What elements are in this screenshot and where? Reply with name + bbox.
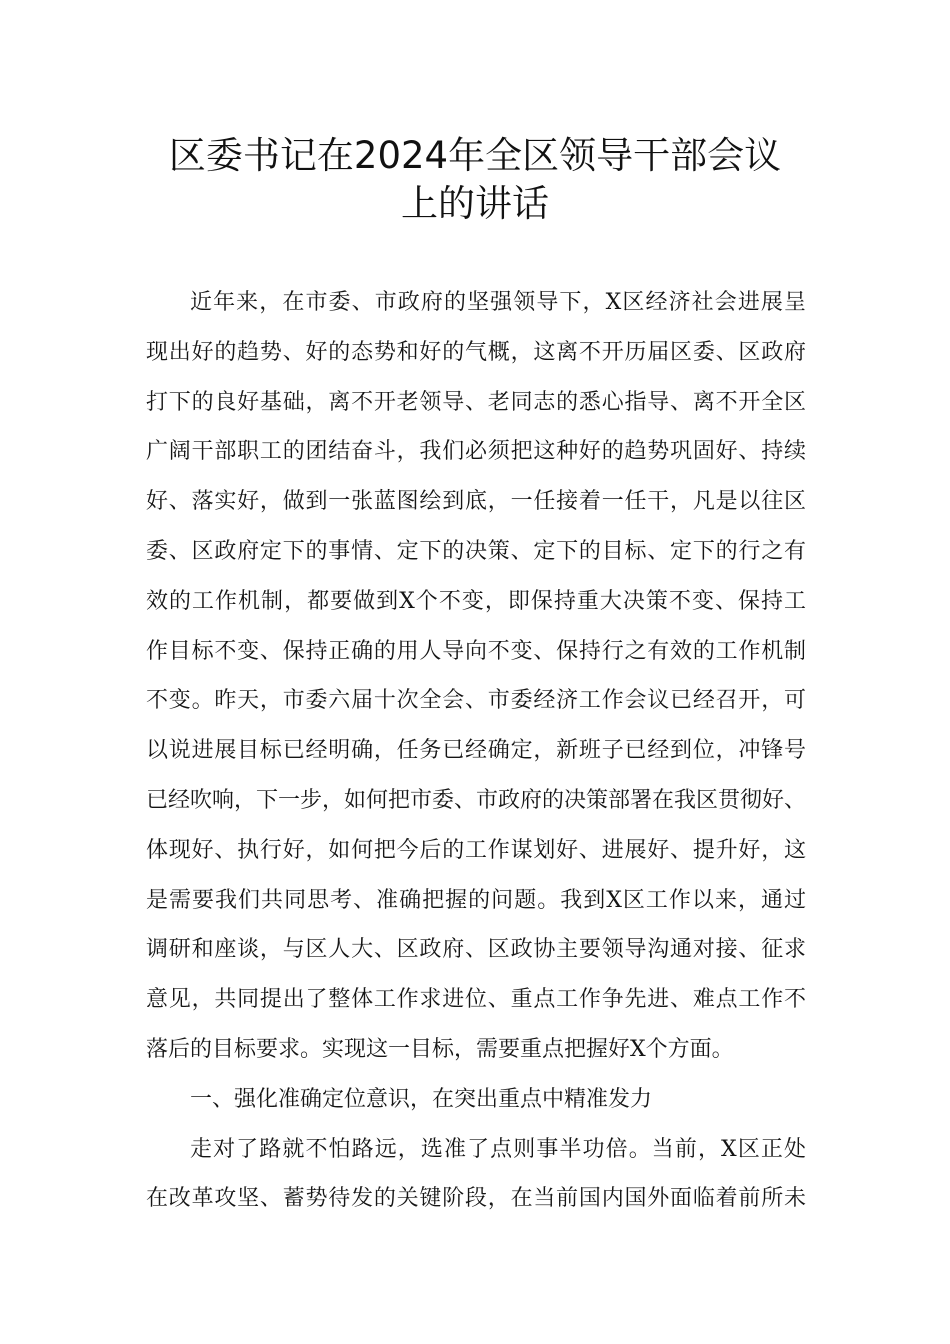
body-text-line: 以说进展目标已经明确，任务已经确定，新班子已经到位，冲锋号 xyxy=(146,738,806,763)
body-text-line: 广阔干部职工的团结奋斗，我们必须把这种好的趋势巩固好、持续 xyxy=(146,439,806,464)
body-text-line: 落后的目标要求。实现这一目标，需要重点把握好X个方面。 xyxy=(146,1037,734,1062)
body-text-line: 好、落实好，做到一张蓝图绘到底，一任接着一任干，凡是以往区 xyxy=(146,489,806,514)
section-heading: 一、强化准确定位意识，在突出重点中精准发力 xyxy=(190,1087,653,1112)
document-title-line-2: 上的讲话 xyxy=(401,182,549,225)
body-text-line: 近年来，在市委、市政府的坚强领导下，X区经济社会进展呈 xyxy=(190,290,806,315)
document-title-line-1: 区委书记在2024年全区领导干部会议 xyxy=(168,134,782,177)
body-text-line: 已经吹响，下一步，如何把市委、市政府的决策部署在我区贯彻好、 xyxy=(146,788,807,813)
body-text-line: 委、区政府定下的事情、定下的决策、定下的目标、定下的行之有 xyxy=(146,539,806,564)
body-text-line: 是需要我们共同思考、准确把握的问题。我到X区工作以来，通过 xyxy=(146,888,806,913)
body-text-line: 在改革攻坚、蓄势待发的关键阶段，在当前国内国外面临着前所未 xyxy=(146,1186,806,1211)
body-text-line: 打下的良好基础，离不开老领导、老同志的悉心指导、离不开全区 xyxy=(146,390,806,415)
body-text-line: 走对了路就不怕路远，选准了点则事半功倍。当前，X区正处 xyxy=(190,1137,806,1162)
body-text-line: 体现好、执行好，如何把今后的工作谋划好、进展好、提升好，这 xyxy=(146,838,806,863)
body-text-line: 意见，共同提出了整体工作求进位、重点工作争先进、难点工作不 xyxy=(146,987,806,1012)
body-text-line: 不变。昨天，市委六届十次全会、市委经济工作会议已经召开，可 xyxy=(146,688,806,713)
body-text-line: 调研和座谈，与区人大、区政府、区政协主要领导沟通对接、征求 xyxy=(146,937,806,962)
body-text-line: 效的工作机制，都要做到X个不变，即保持重大决策不变、保持工 xyxy=(146,589,806,614)
body-text-line: 现出好的趋势、好的态势和好的气概，这离不开历届区委、区政府 xyxy=(146,340,806,365)
body-text-line: 作目标不变、保持正确的用人导向不变、保持行之有效的工作机制 xyxy=(146,639,806,664)
